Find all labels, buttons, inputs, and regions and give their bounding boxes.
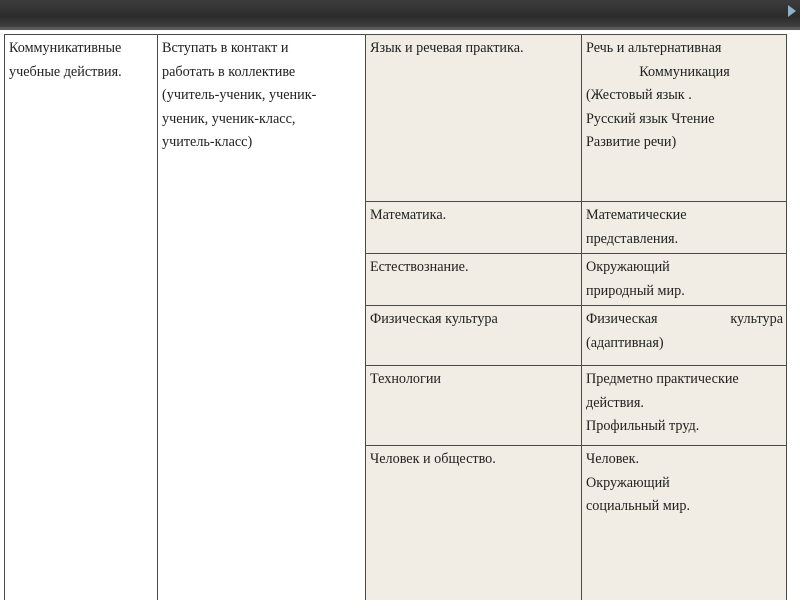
subject-line: Окружающий bbox=[586, 474, 670, 491]
subject-cell bbox=[582, 366, 787, 446]
skill-line: Коммуникативные bbox=[9, 40, 122, 56]
subject-cell bbox=[582, 446, 787, 600]
subject-line: Русский язык Чтение bbox=[586, 110, 715, 127]
area-cell bbox=[366, 446, 582, 600]
description-line: Вступать в контакт и bbox=[162, 40, 289, 56]
description-line: ученик, ученик-класс, bbox=[162, 110, 296, 127]
description-cell bbox=[158, 35, 366, 600]
skill-line: учебные действия. bbox=[9, 63, 122, 80]
table-row bbox=[5, 35, 787, 202]
area-label: Язык и речевая практика. bbox=[370, 40, 524, 56]
subject-line: (адаптивная) bbox=[586, 334, 664, 351]
description-line: работать в коллективе bbox=[162, 63, 296, 80]
skill-cell bbox=[5, 35, 158, 600]
subject-cell bbox=[582, 306, 787, 366]
area-label: Естествознание. bbox=[370, 259, 469, 275]
subject-cell bbox=[582, 202, 787, 254]
header-bar bbox=[0, 0, 800, 30]
subject-line: Профильный труд. bbox=[586, 418, 700, 434]
subject-line: Окружающий bbox=[586, 259, 670, 275]
area-label: Человек и общество. bbox=[370, 451, 496, 467]
header-bar-edge bbox=[0, 27, 800, 30]
area-cell bbox=[366, 366, 582, 446]
curriculum-table bbox=[4, 34, 787, 600]
subject-word: Физическая bbox=[586, 311, 658, 327]
subject-line: Математические bbox=[586, 207, 687, 223]
area-label: Технологии bbox=[370, 371, 442, 387]
area-cell bbox=[366, 306, 582, 366]
subject-line: действия. bbox=[586, 394, 644, 411]
subject-line: Человек. bbox=[586, 451, 640, 467]
subject-line: (Жестовый язык . bbox=[586, 87, 692, 103]
subject-line: Речь и альтернативная bbox=[586, 40, 722, 56]
area-cell bbox=[366, 35, 582, 202]
subject-line: Предметно практические bbox=[586, 371, 739, 387]
arrow-right-icon bbox=[788, 5, 796, 17]
subject-cell bbox=[582, 35, 787, 202]
area-label: Физическая культура bbox=[370, 311, 498, 327]
subject-line: Коммуникация bbox=[639, 63, 730, 80]
subject-line: Развитие речи) bbox=[586, 134, 677, 150]
subject-line: природный мир. bbox=[586, 282, 685, 299]
area-cell bbox=[366, 202, 582, 254]
area-cell bbox=[366, 254, 582, 306]
description-line: учитель-класс) bbox=[162, 134, 253, 150]
subject-line: представления. bbox=[586, 230, 679, 247]
area-label: Математика. bbox=[370, 207, 447, 223]
subject-cell bbox=[582, 254, 787, 306]
subject-line: социальный мир. bbox=[586, 498, 691, 514]
description-line: (учитель-ученик, ученик- bbox=[162, 87, 317, 103]
subject-word: культура bbox=[730, 311, 783, 327]
subject-line bbox=[586, 308, 783, 332]
